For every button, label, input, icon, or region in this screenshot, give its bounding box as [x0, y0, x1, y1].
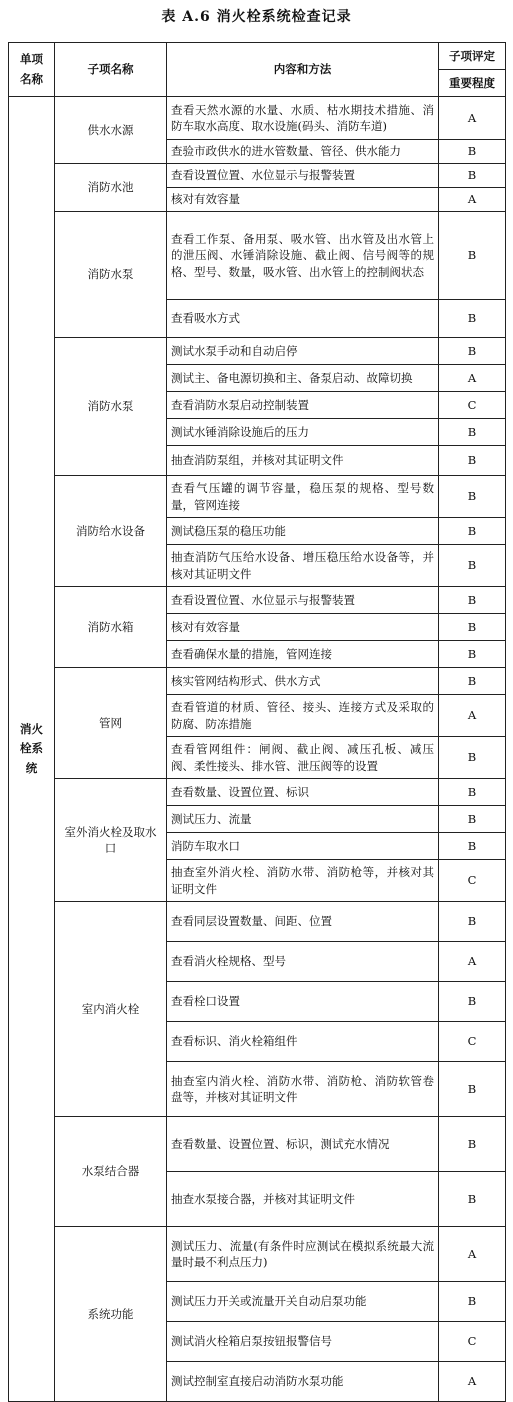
content-method-cell: 消防车取水口 — [167, 833, 439, 860]
importance-grade-cell: C — [439, 392, 506, 419]
content-method-cell: 测试水锤消除设施后的压力 — [167, 419, 439, 446]
content-method-cell: 测试稳压泵的稳压功能 — [167, 518, 439, 545]
importance-grade-cell: B — [439, 587, 506, 614]
content-method-cell: 测试水泵手动和自动启停 — [167, 338, 439, 365]
table-row — [9, 587, 506, 614]
table-row — [9, 338, 506, 365]
content-method-cell: 查看设置位置、水位显示与报警装置 — [167, 164, 439, 188]
importance-grade-cell: B — [439, 212, 506, 300]
subitem-name-cell: 消防水箱 — [55, 587, 167, 668]
subitem-name-cell: 消防水池 — [55, 164, 167, 212]
importance-grade-cell: B — [439, 668, 506, 695]
importance-grade-cell: A — [439, 188, 506, 212]
importance-grade-cell: B — [439, 1062, 506, 1117]
content-method-cell: 查看同层设置数量、间距、位置 — [167, 902, 439, 942]
importance-grade-cell: B — [439, 737, 506, 779]
content-method-cell: 测试压力开关或流量开关自动启泵功能 — [167, 1282, 439, 1322]
importance-grade-cell: B — [439, 140, 506, 164]
importance-grade-cell: B — [439, 476, 506, 518]
content-method-cell: 抽查消防气压给水设备、增压稳压给水设备等，并核对其证明文件 — [167, 545, 439, 587]
table-body — [9, 97, 506, 1402]
content-method-cell: 查看消火栓规格、型号 — [167, 942, 439, 982]
subitem-name-cell: 室外消火栓及取水口 — [55, 779, 167, 902]
content-method-cell: 抽查室外消火栓、消防水带、消防枪等，并核对其证明文件 — [167, 860, 439, 902]
content-method-cell: 查看气压罐的调节容量，稳压泵的规格、型号数量，管网连接 — [167, 476, 439, 518]
content-method-cell: 查看标识、消火栓箱组件 — [167, 1022, 439, 1062]
header-subitem-evaluation: 子项评定 — [439, 43, 506, 70]
content-method-cell: 抽查室内消火栓、消防水带、消防枪、消防软管卷盘等，并核对其证明文件 — [167, 1062, 439, 1117]
content-method-cell: 查看管网组件：闸阀、截止阀、减压孔板、减压阀、柔性接头、排水管、泄压阀等的设置 — [167, 737, 439, 779]
subitem-name-cell: 室内消火栓 — [55, 902, 167, 1117]
header-unit-name: 单项名称 — [9, 43, 55, 97]
importance-grade-cell: C — [439, 1022, 506, 1062]
content-method-cell: 查看设置位置、水位显示与报警装置 — [167, 587, 439, 614]
content-method-cell: 测试压力、流量(有条件时应测试在模拟系统最大流量时最不利点压力) — [167, 1227, 439, 1282]
content-method-cell: 查看消防水泵启动控制装置 — [167, 392, 439, 419]
content-method-cell: 核对有效容量 — [167, 188, 439, 212]
table-row — [9, 779, 506, 806]
table-row — [9, 668, 506, 695]
content-method-cell: 查看数量、设置位置、标识，测试充水情况 — [167, 1117, 439, 1172]
unit-name-cell — [9, 97, 55, 1402]
table-row — [9, 164, 506, 188]
content-method-cell: 查看数量、设置位置、标识 — [167, 779, 439, 806]
content-method-cell: 抽查水泵接合器，并核对其证明文件 — [167, 1172, 439, 1227]
importance-grade-cell: B — [439, 1282, 506, 1322]
content-method-cell: 查看天然水源的水量、水质、枯水期技术措施、消防车取水高度、取水设施(码头、消防车道) — [167, 97, 439, 140]
content-method-cell: 抽查消防泵组，并核对其证明文件 — [167, 446, 439, 476]
importance-grade-cell: A — [439, 695, 506, 737]
importance-grade-cell: B — [439, 545, 506, 587]
importance-grade-cell: C — [439, 860, 506, 902]
subitem-name-cell: 水泵结合器 — [55, 1117, 167, 1227]
subitem-name-cell: 消防给水设备 — [55, 476, 167, 587]
importance-grade-cell: B — [439, 614, 506, 641]
importance-grade-cell: B — [439, 1172, 506, 1227]
importance-grade-cell: B — [439, 446, 506, 476]
importance-grade-cell: B — [439, 779, 506, 806]
content-method-cell: 查看栓口设置 — [167, 982, 439, 1022]
subitem-name-cell: 供水水源 — [55, 97, 167, 164]
content-method-cell: 核实管网结构形式、供水方式 — [167, 668, 439, 695]
table-row — [9, 212, 506, 300]
importance-grade-cell: B — [439, 982, 506, 1022]
importance-grade-cell: B — [439, 833, 506, 860]
content-method-cell: 测试消火栓箱启泵按钮报警信号 — [167, 1322, 439, 1362]
importance-grade-cell: A — [439, 1362, 506, 1402]
table-row — [9, 902, 506, 942]
importance-grade-cell: A — [439, 365, 506, 392]
table-row — [9, 476, 506, 518]
importance-grade-cell: B — [439, 641, 506, 668]
subitem-name-cell: 消防水泵 — [55, 338, 167, 476]
inspection-table — [8, 42, 506, 1402]
table-row — [9, 1117, 506, 1172]
importance-grade-cell: C — [439, 1322, 506, 1362]
content-method-cell: 查看管道的材质、管径、接头、连接方式及采取的防腐、防冻措施 — [167, 695, 439, 737]
content-method-cell: 查看确保水量的措施，管网连接 — [167, 641, 439, 668]
content-method-cell: 查看吸水方式 — [167, 300, 439, 338]
importance-grade-cell: B — [439, 806, 506, 833]
subitem-name-cell: 管网 — [55, 668, 167, 779]
table-row — [9, 1227, 506, 1282]
importance-grade-cell: B — [439, 300, 506, 338]
importance-grade-cell: B — [439, 902, 506, 942]
subitem-name-cell: 系统功能 — [55, 1227, 167, 1402]
content-method-cell: 测试主、备电源切换和主、备泵启动、故障切换 — [167, 365, 439, 392]
table-title: 表 A.6 消火栓系统检查记录 — [161, 9, 352, 25]
importance-grade-cell: B — [439, 164, 506, 188]
header-importance: 重要程度 — [439, 70, 506, 97]
importance-grade-cell: A — [439, 1227, 506, 1282]
header-content-method: 内容和方法 — [167, 43, 439, 97]
importance-grade-cell: A — [439, 97, 506, 140]
header-subitem-name: 子项名称 — [55, 43, 167, 97]
content-method-cell: 核对有效容量 — [167, 614, 439, 641]
importance-grade-cell: A — [439, 942, 506, 982]
content-method-cell: 测试控制室直接启动消防水泵功能 — [167, 1362, 439, 1402]
importance-grade-cell: B — [439, 518, 506, 545]
unit-name-text: 消火栓系统 — [20, 721, 43, 775]
table-row — [9, 97, 506, 140]
content-method-cell: 查验市政供水的进水管数量、管径、供水能力 — [167, 140, 439, 164]
content-method-cell: 测试压力、流量 — [167, 806, 439, 833]
importance-grade-cell: B — [439, 419, 506, 446]
importance-grade-cell: B — [439, 1117, 506, 1172]
subitem-name-cell: 消防水泵 — [55, 212, 167, 338]
content-method-cell: 查看工作泵、备用泵、吸水管、出水管及出水管上的泄压阀、水锤消除设施、截止阀、信号阀等的规格、型号、数量，吸水管、出水管上的控制阀状态 — [167, 212, 439, 300]
importance-grade-cell: B — [439, 338, 506, 365]
